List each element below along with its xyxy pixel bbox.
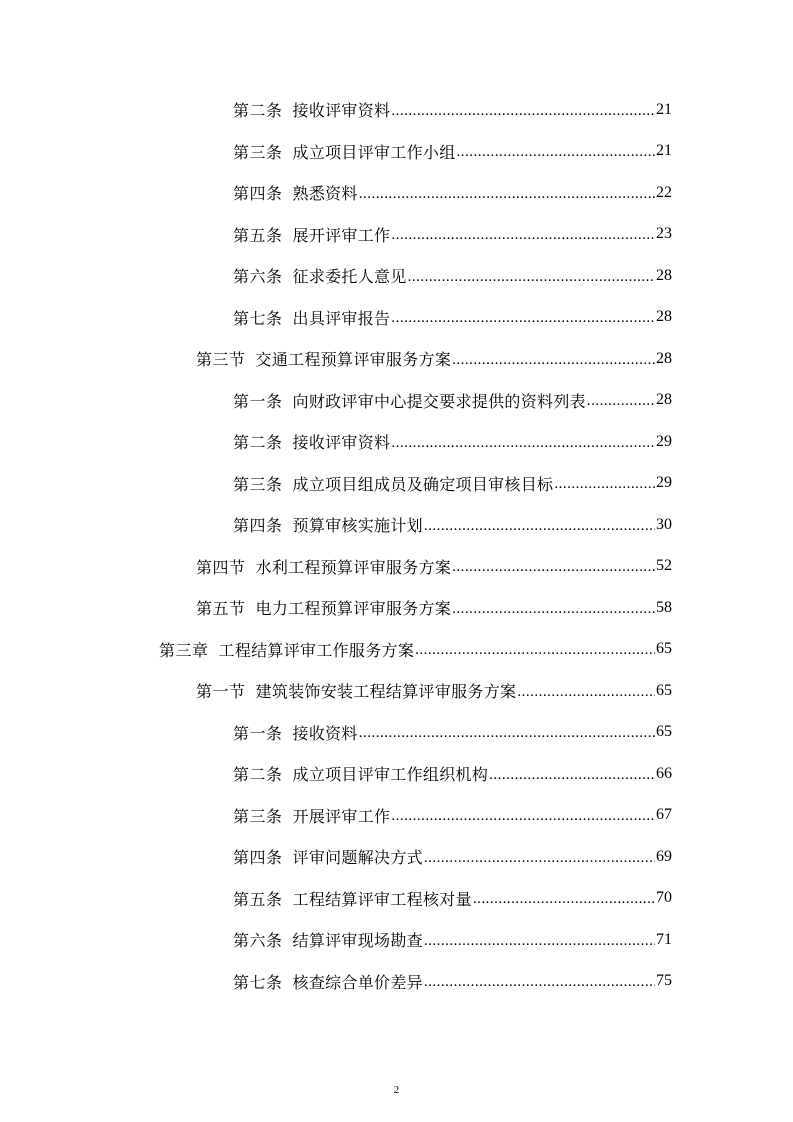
- toc-entry-number: 第一条: [233, 391, 283, 411]
- toc-entry-14[interactable]: [0, 629, 793, 671]
- toc-entry-title: 工程结算评审工作服务方案: [218, 640, 415, 660]
- toc-leader-dots: [359, 186, 655, 202]
- toc-leader-dots: [391, 435, 655, 451]
- toc-entry-title: 工程结算评审工程核对量: [292, 889, 472, 909]
- toc-leader-dots: [554, 476, 655, 492]
- toc-entry-13[interactable]: [0, 587, 793, 629]
- toc-leader-dots: [452, 352, 655, 368]
- toc-entry-title: 核查综合单价差异: [292, 972, 423, 992]
- toc-entry-5[interactable]: [0, 255, 793, 297]
- toc-leader-dots: [424, 518, 655, 534]
- toc-entry-number: 第五条: [233, 889, 283, 909]
- page-number: 2: [393, 1084, 400, 1096]
- toc-entry-20[interactable]: [0, 878, 793, 920]
- toc-entry-title: 接收资料: [292, 723, 358, 743]
- toc-entry-number: 第六条: [233, 931, 283, 951]
- toc-entry-title: 电力工程预算评审服务方案: [255, 599, 452, 619]
- toc-entry-number: 第三条: [233, 474, 283, 494]
- toc-entry-page: 71: [656, 930, 672, 948]
- toc-entry-10[interactable]: [0, 463, 793, 505]
- toc-leader-dots: [391, 808, 655, 824]
- toc-entry-8[interactable]: [0, 380, 793, 422]
- toc-entry-title: 成立项目评审工作组织机构: [292, 765, 489, 785]
- toc-entry-number: 第七条: [233, 972, 283, 992]
- toc-leader-dots: [391, 310, 655, 326]
- toc-leader-dots: [391, 227, 655, 243]
- toc-entry-2[interactable]: [0, 131, 793, 173]
- table-of-contents: [0, 89, 793, 1002]
- toc-entry-number: 第三章: [159, 640, 209, 660]
- toc-entry-1[interactable]: [0, 89, 793, 131]
- toc-entry-page: 66: [656, 764, 672, 782]
- toc-entry-11[interactable]: [0, 504, 793, 546]
- toc-entry-page: 70: [656, 889, 672, 907]
- toc-entry-page: 65: [656, 681, 672, 699]
- toc-entry-number: 第三条: [233, 142, 283, 162]
- toc-entry-page: 28: [656, 391, 672, 409]
- toc-entry-title: 熟悉资料: [292, 184, 358, 204]
- toc-entry-number: 第二条: [233, 433, 283, 453]
- toc-entry-number: 第四条: [233, 184, 283, 204]
- toc-entry-title: 展开评审工作: [292, 225, 391, 245]
- toc-leader-dots: [408, 269, 655, 285]
- toc-entry-page: 65: [656, 640, 672, 658]
- toc-entry-number: 第一节: [196, 682, 246, 702]
- toc-entry-number: 第五条: [233, 225, 283, 245]
- toc-entry-number: 第三节: [196, 350, 246, 370]
- toc-entry-page: 23: [656, 225, 672, 243]
- toc-entry-number: 第二条: [233, 101, 283, 121]
- toc-entry-22[interactable]: [0, 961, 793, 1003]
- toc-entry-number: 第六条: [233, 267, 283, 287]
- toc-entry-title: 接收评审资料: [292, 433, 391, 453]
- toc-entry-title: 成立项目组成员及确定项目审核目标: [292, 474, 554, 494]
- toc-entry-title: 成立项目评审工作小组: [292, 142, 456, 162]
- toc-entry-title: 交通工程预算评审服务方案: [255, 350, 452, 370]
- toc-entry-number: 第七条: [233, 308, 283, 328]
- toc-entry-title: 评审问题解决方式: [292, 848, 423, 868]
- toc-entry-number: 第五节: [196, 599, 246, 619]
- toc-entry-page: 29: [656, 432, 672, 450]
- toc-leader-dots: [359, 725, 655, 741]
- toc-entry-title: 预算审核实施计划: [292, 516, 423, 536]
- toc-leader-dots: [424, 933, 655, 949]
- toc-entry-15[interactable]: [0, 670, 793, 712]
- toc-entry-title: 向财政评审中心提交要求提供的资料列表: [292, 391, 586, 411]
- toc-entry-12[interactable]: [0, 546, 793, 588]
- toc-entry-page: 22: [656, 183, 672, 201]
- toc-entry-page: 21: [656, 142, 672, 160]
- toc-entry-page: 58: [656, 598, 672, 616]
- toc-leader-dots: [391, 103, 655, 119]
- toc-entry-17[interactable]: [0, 753, 793, 795]
- toc-leader-dots: [415, 642, 655, 658]
- toc-entry-number: 第一条: [233, 723, 283, 743]
- toc-entry-3[interactable]: [0, 172, 793, 214]
- toc-leader-dots: [489, 767, 655, 783]
- toc-leader-dots: [424, 850, 655, 866]
- toc-entry-number: 第四条: [233, 848, 283, 868]
- toc-leader-dots: [473, 891, 655, 907]
- toc-entry-18[interactable]: [0, 795, 793, 837]
- toc-entry-number: 第二条: [233, 765, 283, 785]
- toc-leader-dots: [452, 559, 655, 575]
- toc-leader-dots: [452, 601, 655, 617]
- toc-entry-page: 65: [656, 723, 672, 741]
- toc-entry-4[interactable]: [0, 214, 793, 256]
- toc-entry-page: 30: [656, 515, 672, 533]
- toc-entry-9[interactable]: [0, 421, 793, 463]
- toc-entry-title: 接收评审资料: [292, 101, 391, 121]
- toc-entry-page: 28: [656, 349, 672, 367]
- toc-list: [0, 89, 793, 1002]
- toc-leader-dots: [587, 393, 655, 409]
- toc-entry-16[interactable]: [0, 712, 793, 754]
- toc-leader-dots: [517, 684, 655, 700]
- toc-entry-page: 75: [656, 972, 672, 990]
- toc-entry-title: 出具评审报告: [292, 308, 391, 328]
- toc-entry-number: 第三条: [233, 806, 283, 826]
- toc-entry-title: 开展评审工作: [292, 806, 391, 826]
- toc-entry-page: 28: [656, 308, 672, 326]
- toc-entry-number: 第四节: [196, 557, 246, 577]
- toc-entry-title: 征求委托人意见: [292, 267, 407, 287]
- toc-entry-title: 水利工程预算评审服务方案: [255, 557, 452, 577]
- toc-entry-page: 21: [656, 100, 672, 118]
- toc-entry-page: 69: [656, 847, 672, 865]
- toc-entry-title: 建筑装饰安装工程结算评审服务方案: [255, 682, 517, 702]
- toc-entry-title: 结算评审现场勘查: [292, 931, 423, 951]
- toc-entry-page: 29: [656, 474, 672, 492]
- toc-leader-dots: [424, 974, 655, 990]
- toc-entry-6[interactable]: [0, 297, 793, 339]
- toc-entry-page: 52: [656, 557, 672, 575]
- toc-entry-number: 第四条: [233, 516, 283, 536]
- toc-leader-dots: [457, 144, 655, 160]
- toc-entry-19[interactable]: [0, 836, 793, 878]
- toc-entry-21[interactable]: [0, 919, 793, 961]
- toc-entry-page: 67: [656, 806, 672, 824]
- toc-entry-7[interactable]: [0, 338, 793, 380]
- toc-entry-page: 28: [656, 266, 672, 284]
